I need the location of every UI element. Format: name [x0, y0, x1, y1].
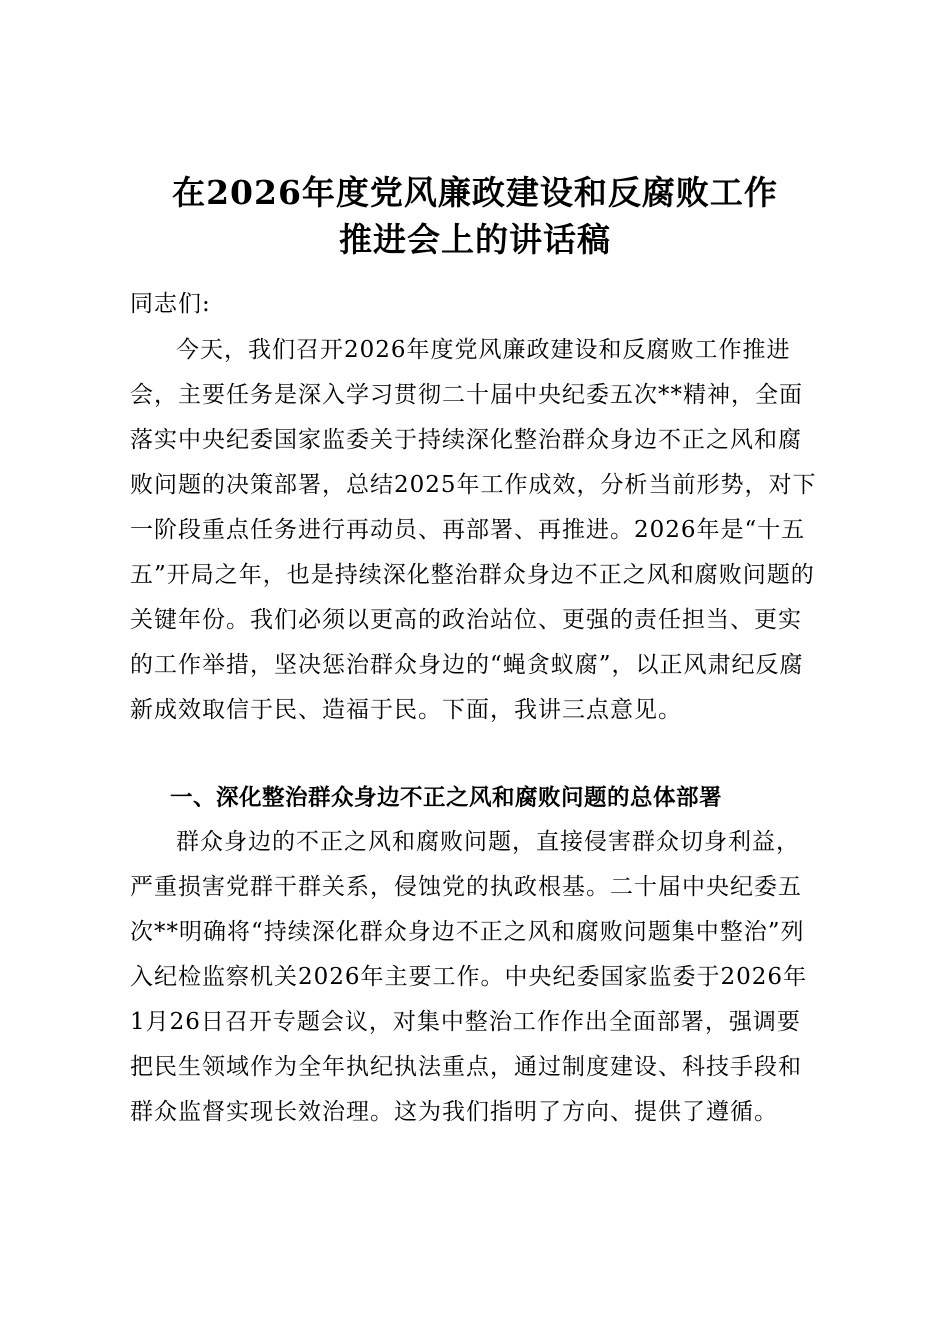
- paragraph-intro: 今天，我们召开2026年度党风廉政建设和反腐败工作推进会，主要任务是深入学习贯彻二十届中央纪委五次**精神，全面落实中央纪委国家监委关于持续深化整治群众身边不正之风和腐败问题的决策部署，总结2025年工作成效，分析当前形势，对下一阶段重点任务进行再动员、再部署、再推进。2026年是“十五五”开局之年，也是持续深化整治群众身边不正之风和腐败问题的关键年份。我们必须以更高的政治站位、更强的责任担当、更实的工作举措，坚决惩治群众身边的“蝇贪蚁腐”，以正风肃纪反腐新成效取信于民、造福于民。下面，我讲三点意见。: [130, 337, 817, 723]
- document-title-line-2: 推进会上的讲话稿: [339, 220, 611, 259]
- document-title-line-1: 在2026年度党风廉政建设和反腐败工作: [172, 173, 778, 212]
- greeting: 同志们:: [130, 291, 211, 317]
- paragraph-section-1: 群众身边的不正之风和腐败问题，直接侵害群众切身利益，严重损害党群干群关系，侵蚀党的执政根基。二十届中央纪委五次**明确将“持续深化群众身边不正之风和腐败问题集中整治”列入纪检监察机关2026年主要工作。中央纪委国家监委于2026年1月26日召开专题会议，对集中整治工作作出全面部署，强调要把民生领域作为全年执纪执法重点，通过制度建设、科技手段和群众监督实现长效治理。这为我们指明了方向、提供了遵循。: [130, 829, 808, 1125]
- section-heading-1: 一、深化整治群众身边不正之风和腐败问题的总体部署: [170, 785, 723, 811]
